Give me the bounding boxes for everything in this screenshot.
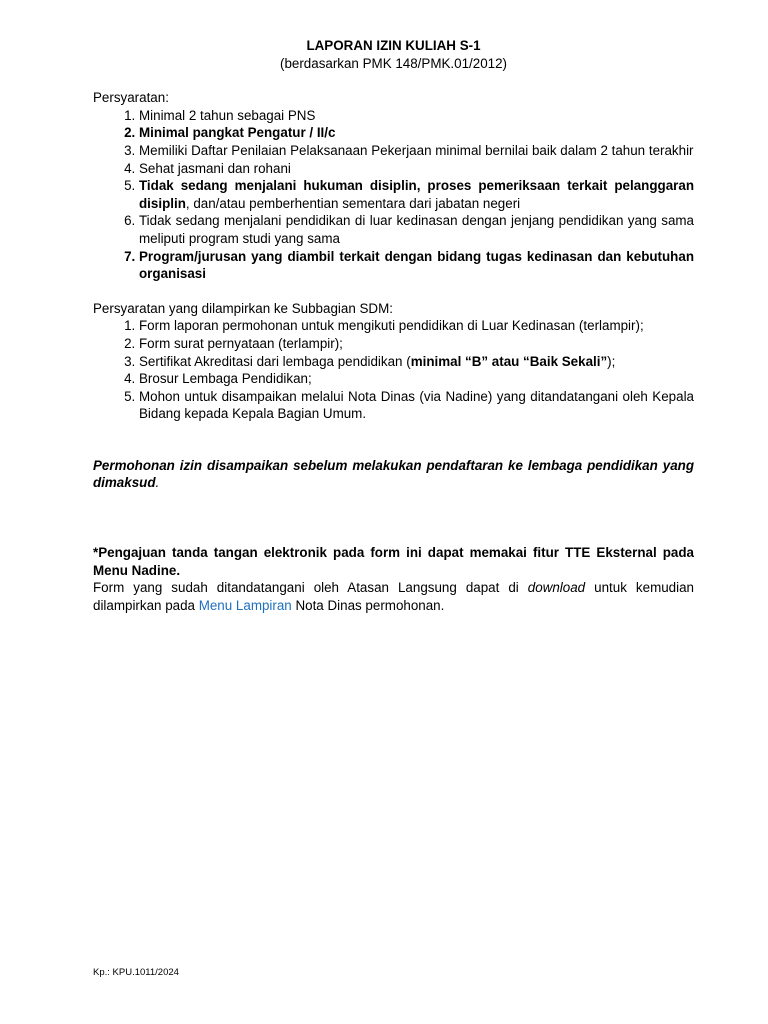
attachment-item-3: 3. Sertifikat Akreditasi dari lembaga pendidikan (minimal “B” atau “Baik Sekali”); [139, 353, 694, 371]
requirement-item-4: 4. Sehat jasmani dan rohani [139, 160, 694, 178]
document-content [93, 37, 694, 614]
attachments-heading: Persyaratan yang dilampirkan ke Subbagian SDM: [93, 300, 393, 316]
requirements-heading: Persyaratan: [93, 90, 169, 106]
requirement-item-1: 1. Minimal 2 tahun sebagai PNS [139, 107, 694, 125]
menu-lampiran-link[interactable]: Menu Lampiran [198, 597, 292, 613]
tte-note-bold: *Pengajuan tanda tangan elektronik pada form ini dapat memakai fitur TTE Eksternal pada Menu Nadine. [93, 545, 694, 578]
requirement-item-5: 5. Tidak sedang menjalani hukuman disiplin, proses pemeriksaan terkait pelanggaran disiplin, dan/atau pemberhentian sementara dari jabatan negeri [139, 177, 694, 212]
attachment-item-5: 5. Mohon untuk disampaikan melalui Nota Dinas (via Nadine) yang ditandatangani oleh Kepala Bidang kepada Kepala Bagian Umum. [139, 388, 694, 423]
attachment-item-4: 4. Brosur Lembaga Pendidikan; [139, 370, 694, 388]
attachment-item-2: 2. Form surat pernyataan (terlampir); [139, 335, 694, 353]
notice-paragraph: Permohonan izin disampaikan sebelum melakukan pendaftaran ke lembaga pendidikan yang dimaksud. [93, 457, 694, 491]
requirements-list [93, 107, 694, 283]
document-subtitle: (berdasarkan PMK 148/PMK.01/2012) [279, 55, 508, 71]
requirement-item-7: 7. Program/jurusan yang diambil terkait dengan bidang tugas kedinasan dan kebutuhan organisasi [139, 248, 694, 283]
requirement-item-2: 2. Minimal pangkat Pengatur / II/c [139, 124, 694, 142]
requirement-item-6: 6. Tidak sedang menjalani pendidikan di luar kedinasan dengan jenjang pendidikan yang sama meliputi program studi yang sama [139, 212, 694, 247]
document-title: LAPORAN IZIN KULIAH S-1 [306, 38, 481, 53]
attachment-item-1: 1. Form laporan permohonan untuk mengikuti pendidikan di Luar Kedinasan (terlampir); [139, 317, 694, 335]
requirement-item-3: 3. Memiliki Daftar Penilaian Pelaksanaan Pekerjaan minimal bernilai baik dalam 2 tahun terakhir [139, 142, 694, 160]
attachments-list [93, 317, 694, 423]
document-footer-code: Kp.: KPU.1011/2024 [93, 967, 179, 978]
tte-note-paragraph: Form yang sudah ditandatangani oleh Atasan Langsung dapat di download untuk kemudian dilampirkan pada Menu Lampiran Nota Dinas permohonan. [93, 580, 694, 613]
